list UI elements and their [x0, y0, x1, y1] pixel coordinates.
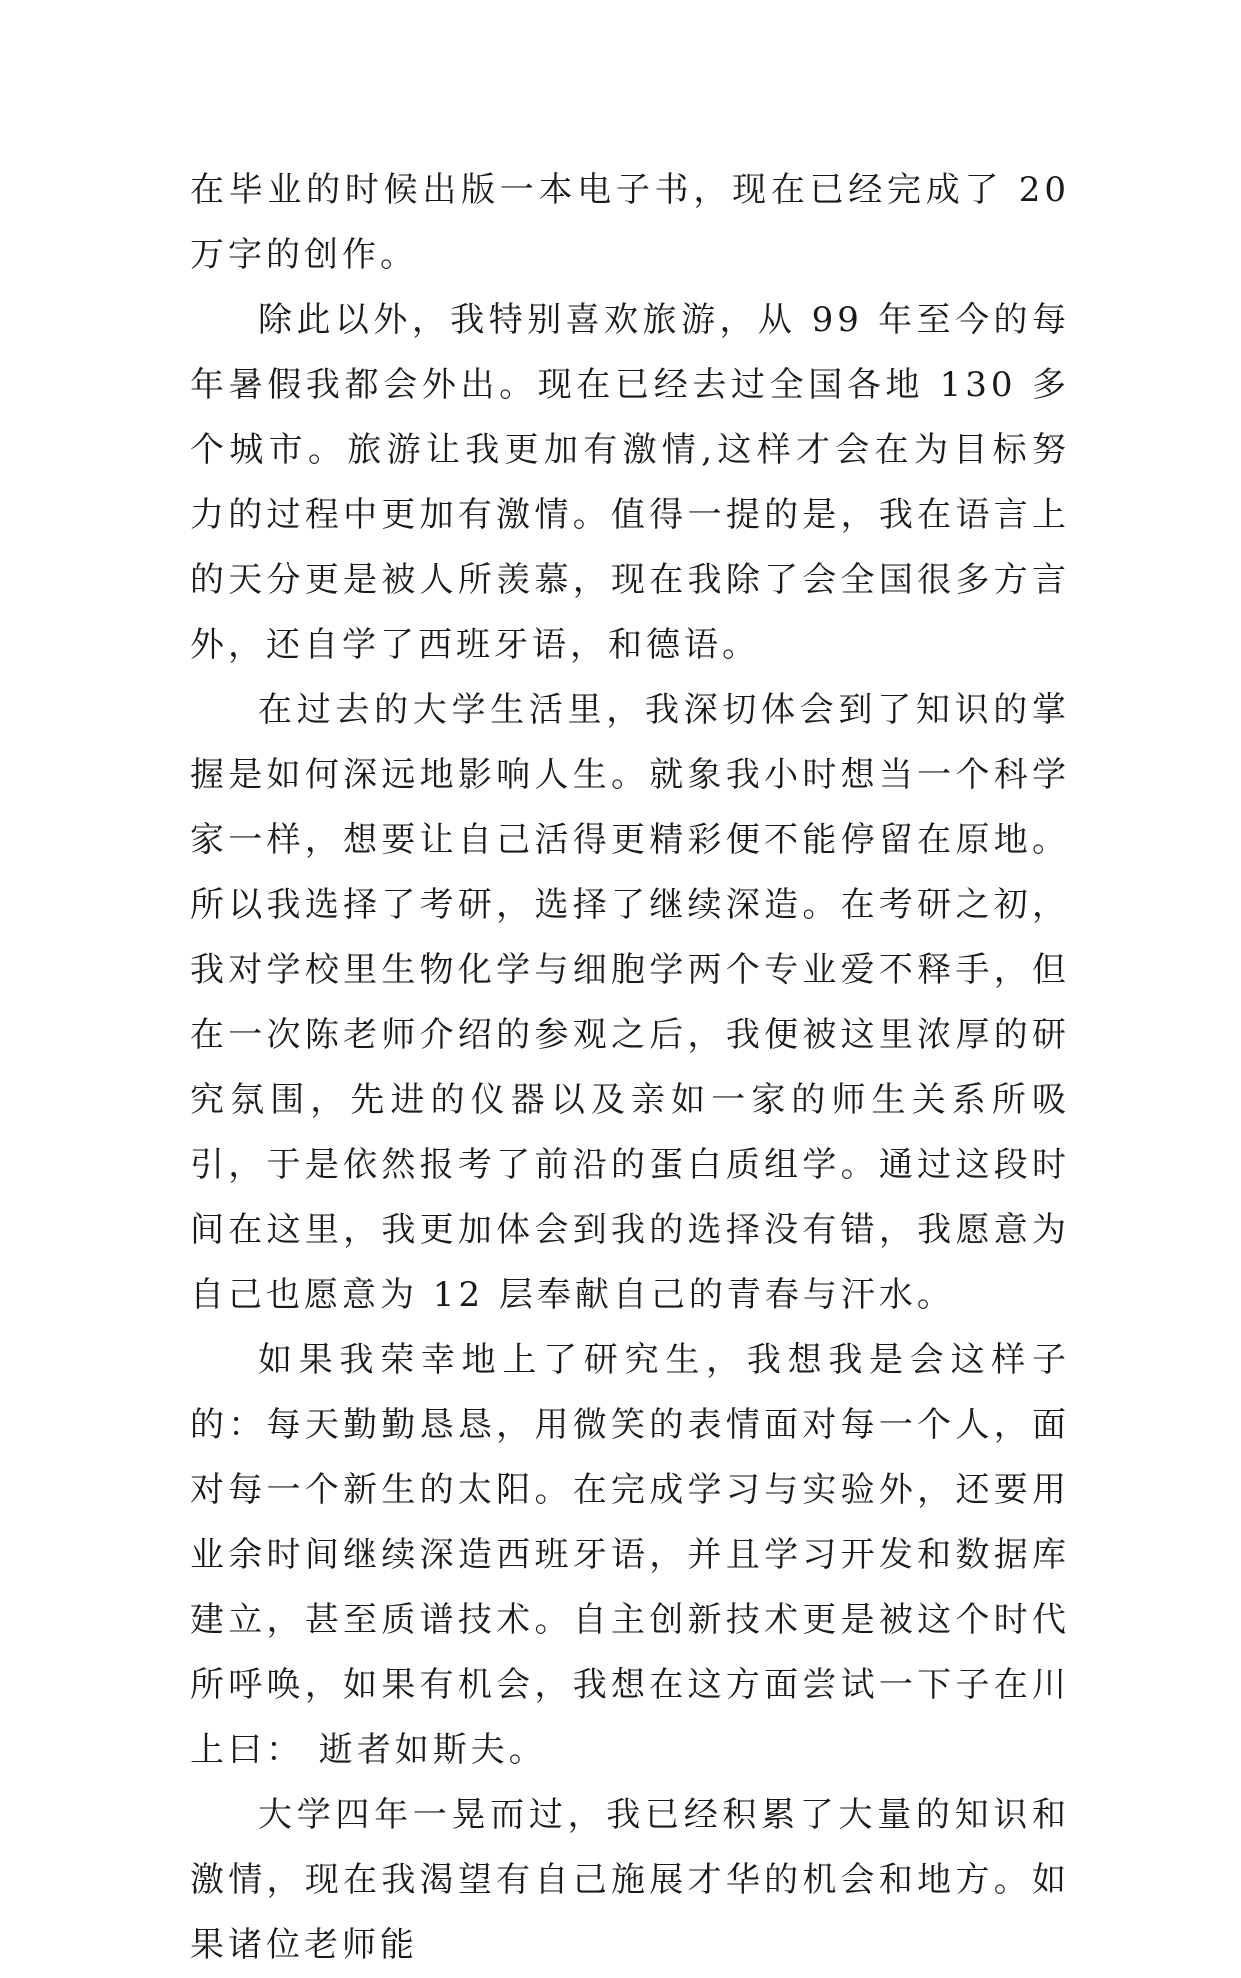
paragraph-3: 在过去的大学生活里，我深切体会到了知识的掌握是如何深远地影响人生。就象我小时想当一个科学家一样，想要让自己活得更精彩便不能停留在原地。所以我选择了考研，选择了继续深造。在考研之初，我对学校里生物化学与细胞学两个专业爱不释手，但在一次陈老师介绍的参观之后，我便被这里浓厚的研究氛围，先进的仪器以及亲如一家的师生关系所吸引，于是依然报考了前沿的蛋白质组学。通过这段时间在这里，我更加体会到我的选择没有错，我愿意为自己也愿意为 12 层奉献自己的青春与汗水。	[190, 690, 1070, 1315]
paragraph-1: 在毕业的时候出版一本电子书，现在已经完成了 20 万字的创作。	[190, 170, 1070, 275]
paragraph-2: 除此以外，我特别喜欢旅游，从 99 年至今的每年暑假我都会外出。现在已经去过全国各地 130 多个城市。旅游让我更加有激情,这样才会在为目标努力的过程中更加有激情。值得一提的是，我在语言上的天分更是被人所羡慕，现在我除了会全国很多方言外，还自学了西班牙语，和德语。	[190, 300, 1070, 665]
paragraph-4: 如果我荣幸地上了研究生，我想我是会这样子的：每天勤勤恳恳，用微笑的表情面对每一个人，面对每一个新生的太阳。在完成学习与实验外，还要用业余时间继续深造西班牙语，并且学习开发和数据库建立，甚至质谱技术。自主创新技术更是被这个时代所呼唤，如果有机会，我想在这方面尝试一下子在川上曰： 逝者如斯夫。	[190, 1340, 1070, 1770]
paragraph-5: 大学四年一晃而过，我已经积累了大量的知识和激情，现在我渴望有自己施展才华的机会和地方。如果诸位老师能	[190, 1795, 1070, 1965]
document-body	[190, 158, 1070, 1978]
